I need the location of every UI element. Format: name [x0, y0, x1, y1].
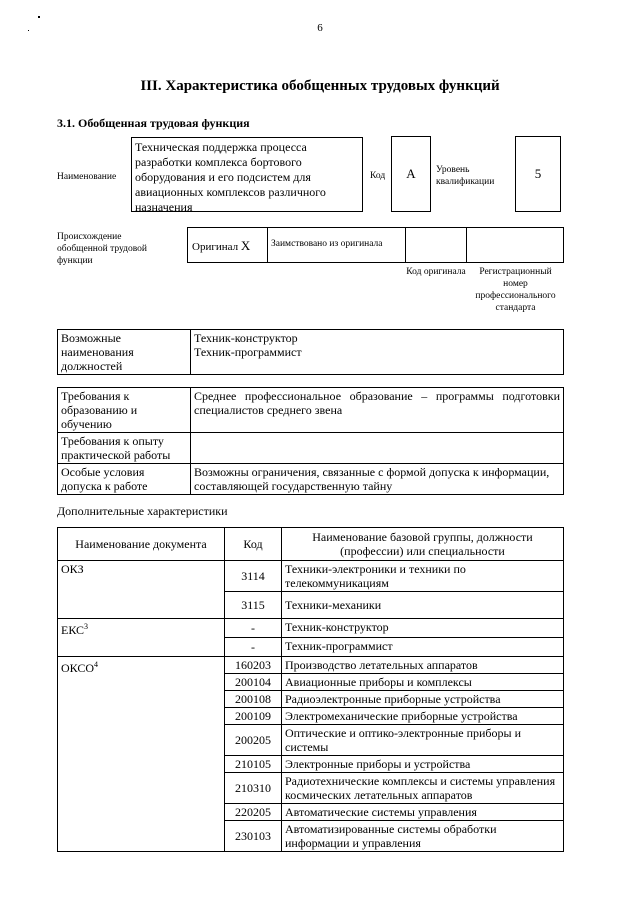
page-number: 6	[317, 22, 323, 34]
function-name-box: Техническая поддержка процесса разработки комплекса бортового оборудования и его подсистем для авиационных комплексов различного назначения	[131, 137, 363, 212]
code-value-box: А	[391, 136, 431, 212]
original-cell	[188, 228, 268, 262]
code-cell: 230103	[225, 821, 282, 852]
requirements-table	[57, 387, 564, 495]
name-cell: Радиоэлектронные приборные устройства	[282, 691, 564, 708]
code-cell: 220205	[225, 804, 282, 821]
scan-speck	[38, 16, 40, 18]
name-cell: Авиационные приборы и комплексы	[282, 674, 564, 691]
section-title: III. Характеристика обобщенных трудовых функций	[140, 78, 500, 94]
positions-values	[191, 330, 564, 375]
additional-table	[57, 527, 564, 852]
name-cell: Техник-конструктор	[282, 619, 564, 638]
name-cell: Техники-электроники и техники по телекоммуникациям	[282, 561, 564, 592]
header-name: Наименование базовой группы, должности (профессии) или специальности	[282, 528, 564, 561]
position-item: Техник-конструктор	[194, 331, 298, 345]
table-header-row	[58, 528, 564, 561]
table-row	[58, 464, 564, 495]
table-row	[58, 657, 564, 674]
footnote-marker: 4	[94, 660, 99, 669]
req-value	[191, 433, 564, 464]
table-row	[58, 619, 564, 638]
original-label: Оригинал	[192, 241, 239, 253]
header-code: Код	[225, 528, 282, 561]
name-cell: Автоматические системы управления	[282, 804, 564, 821]
code-cell: -	[225, 619, 282, 638]
borrowed-label: Заимствовано из оригинала	[271, 239, 383, 249]
level-value-box: 5	[515, 136, 561, 212]
reg-caption: Регистрационный номер профессионального стандарта	[475, 267, 556, 313]
doc-eks	[58, 619, 225, 657]
origin-label: Происхождение обобщенной трудовой функции	[57, 232, 147, 266]
header-document: Наименование документа	[58, 528, 225, 561]
name-cell: Техник-программист	[282, 638, 564, 657]
footnote-marker: 3	[84, 622, 89, 631]
table-row	[58, 330, 564, 375]
name-cell: Производство летательных аппаратов	[282, 657, 564, 674]
position-item: Техник-программист	[194, 345, 302, 359]
origin-row	[187, 227, 564, 263]
name-cell: Электронные приборы и устройства	[282, 756, 564, 773]
subsection-title: 3.1. Обобщенная трудовая функция	[57, 116, 250, 130]
original-cell-text	[192, 238, 250, 254]
code-cell: 3114	[225, 561, 282, 592]
code-cell: 200205	[225, 725, 282, 756]
name-cell: Радиотехнические комплексы и системы управления космических летательных аппаратов	[282, 773, 564, 804]
code-cell: 210310	[225, 773, 282, 804]
doc-okz: ОКЗ	[58, 561, 225, 619]
doc-eks-label: ЕКС	[61, 623, 85, 637]
additional-heading: Дополнительные характеристики	[57, 504, 228, 518]
table-row	[58, 433, 564, 464]
name-cell: Электромеханические приборные устройства	[282, 708, 564, 725]
code-cell: 200104	[225, 674, 282, 691]
code-caption: Код оригинала	[406, 267, 466, 277]
code-cell: 210105	[225, 756, 282, 773]
req-value: Возможны ограничения, связанные с формой допуска к информации, составляющей государственную тайну	[191, 464, 564, 495]
req-label: Требования к опыту практической работы	[58, 433, 191, 464]
positions-table	[57, 329, 564, 375]
code-cell: 160203	[225, 657, 282, 674]
level-label: Уровень квалификации	[436, 165, 495, 187]
table-row	[58, 561, 564, 592]
code-label: Код	[370, 171, 386, 181]
code-cell: -	[225, 638, 282, 657]
req-label: Требования к образованию и обучению	[58, 388, 191, 433]
code-cell: 200108	[225, 691, 282, 708]
doc-okso-label: ОКСО	[61, 661, 95, 675]
name-label: Наименование	[57, 172, 117, 182]
name-cell: Оптические и оптико-электронные приборы и системы	[282, 725, 564, 756]
origin-code-cell	[406, 228, 467, 262]
name-cell: Автоматизированные системы обработки информации и управления	[282, 821, 564, 852]
req-label: Особые условия допуска к работе	[58, 464, 191, 495]
positions-label: Возможные наименования должностей	[58, 330, 191, 375]
doc-okso	[58, 657, 225, 852]
original-mark: Х	[240, 238, 251, 253]
code-cell: 3115	[225, 592, 282, 619]
borrowed-cell	[268, 228, 406, 262]
code-cell: 200109	[225, 708, 282, 725]
req-value: Среднее профессиональное образование – программы подготовки специалистов среднего звена	[191, 388, 564, 433]
table-row	[58, 388, 564, 433]
name-cell: Техники-механики	[282, 592, 564, 619]
